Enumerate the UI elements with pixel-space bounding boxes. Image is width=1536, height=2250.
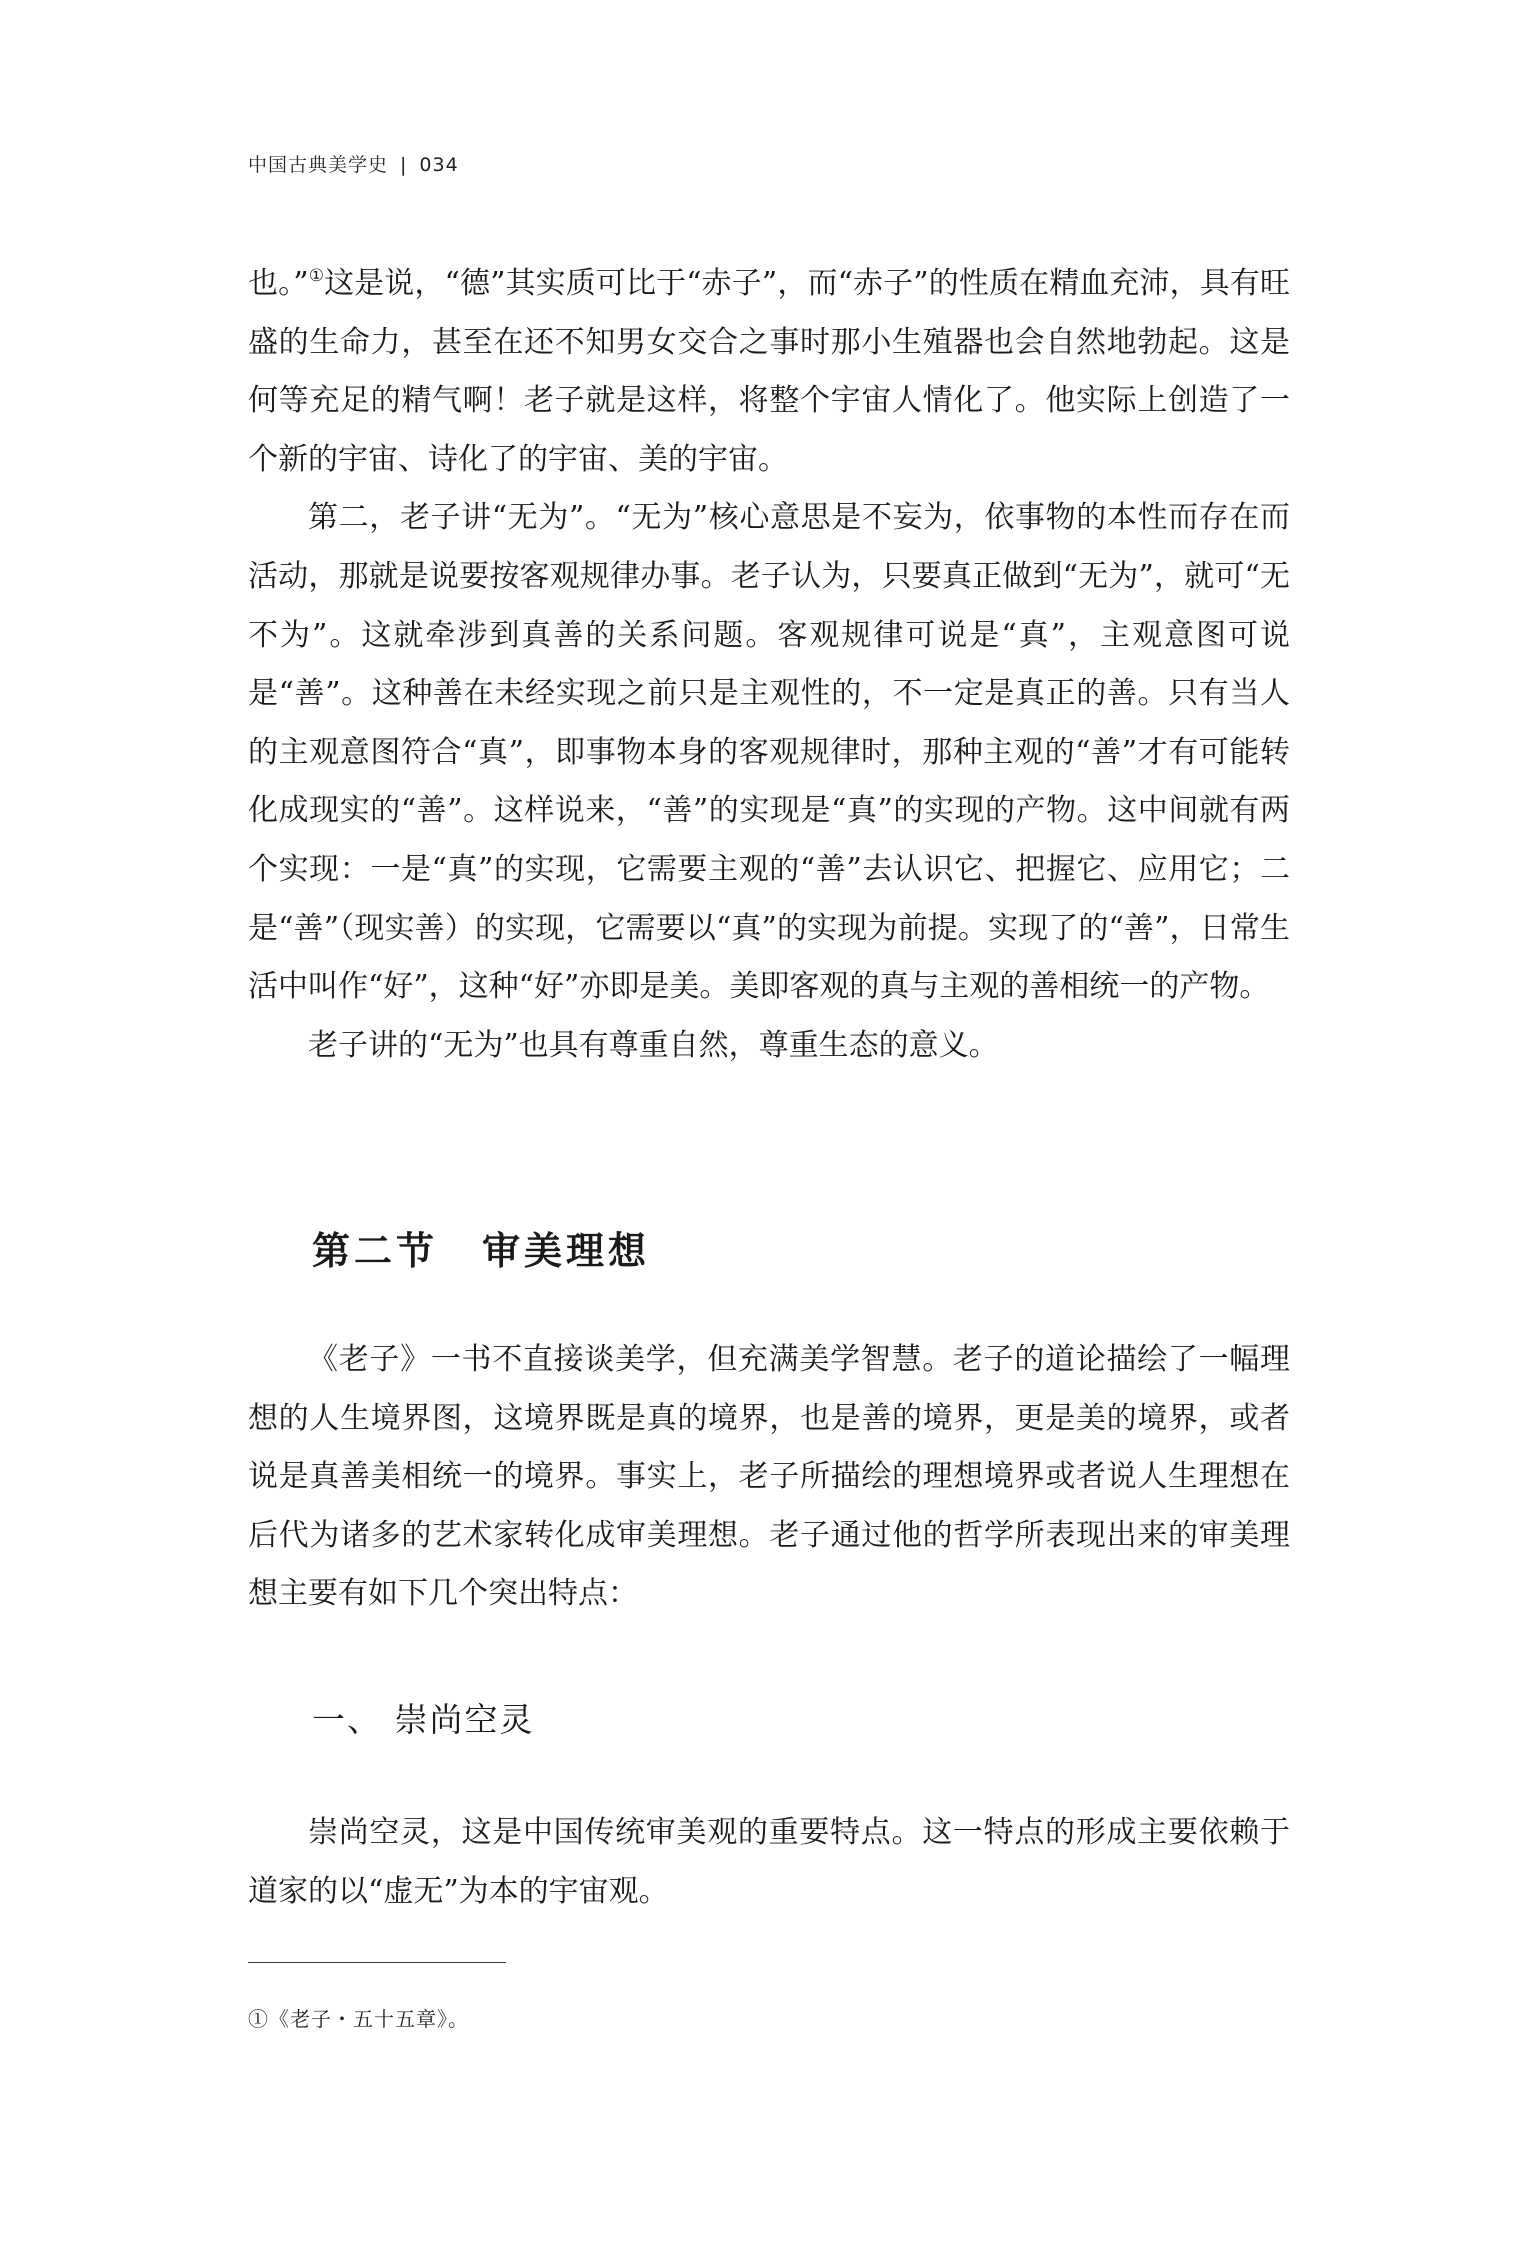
paragraph: 《老子》一书不直接谈美学，但充满美学智慧。老子的道论描绘了一幅理想的人生境界图，这境界既是真的境界，也是善的境界，更是美的境界，或者说是真善美相统一的境界。事实上，老子所描绘的理想境界或者说人生理想在后代为诸多的艺术家转化成审美理想。老子通过他的哲学所表现出来的审美理想主要有如下几个突出特点： [248,1342,1290,1612]
paragraph: 崇尚空灵，这是中国传统审美观的重要特点。这一特点的形成主要依赖于道家的以“虚无”为本的宇宙观。 [248,1815,1290,1909]
paragraph: 老子讲的“无为”也具有尊重自然，尊重生态的意义。 [308,1027,999,1063]
section-heading [312,1220,650,1275]
header-separator: | [400,154,408,176]
subsection-heading: 一、 崇尚空灵 [312,1700,535,1739]
body-text-top [248,255,1290,1075]
running-head [248,150,459,177]
section-title-text: 审美理想 [482,1228,651,1273]
paragraph: 第二，老子讲“无为”。“无为”核心意思是不妄为，依事物的本性而存在而活动，那就是说要按客观规律办事。老子认为，只要真正做到“无为”，就可“无不为”。这就牵涉到真善的关系问题。客观规律可说是“真”，主观意图可说是“善”。这种善在未经实现之前只是主观性的，不一定是真正的善。只有当人的主观意图符合“真”，即事物本身的客观规律时，那种主观的“善”才有可能转化成现实的“善”。这样说来，“善”的实现是“真”的实现的产物。这中间就有两个实现：一是“真”的实现，它需要主观的“善”去认识它、把握它、应用它；二是“善”（现实善）的实现，它需要以“真”的实现为前提。实现了的“善”，日常生活中叫作“好”，这种“好”亦即是美。美即客观的真与主观的善相统一的产物。 [248,500,1290,1005]
footnote-text: 《老子・五十五章》。 [269,2007,469,2031]
paragraph-continued [248,255,1290,489]
section-number: 第二节 [312,1228,439,1273]
section-body [248,1331,1290,1624]
book-title: 中国古典美学史 [248,154,389,176]
page-number: 034 [419,154,459,176]
paragraph-text: 这是说，“德”其实质可比于“赤子”，而“赤子”的性质在精血充沛，具有旺盛的生命力，甚至在还不知男女交合之事时那小生殖器也会自然地勃起。这是何等充足的精气啊！老子就是这样，将整个宇宙人情化了。他实际上创造了一个新的宇宙、诗化了的宇宙、美的宇宙。 [248,266,1290,477]
footnote-marker: ① [248,2007,269,2031]
footnote [248,2003,469,2032]
paragraph-text: 也。” [248,266,309,301]
footnote-divider [248,1962,506,1963]
footnote-reference: ① [308,266,325,286]
subsection-body [248,1804,1290,1921]
